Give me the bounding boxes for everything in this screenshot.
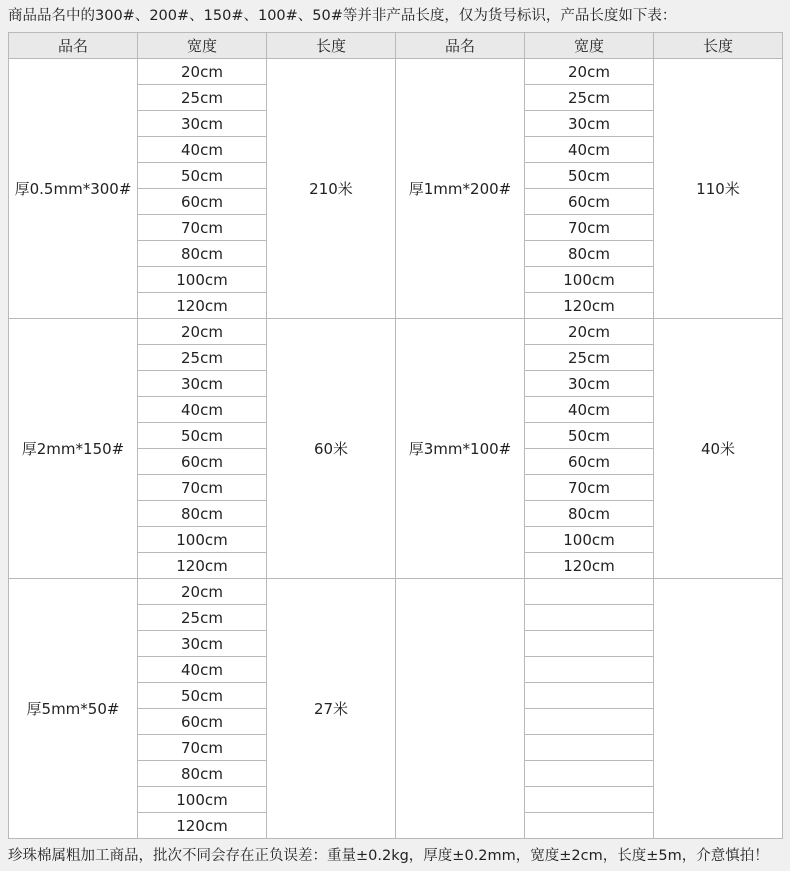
width-cell: 20cm <box>525 59 654 85</box>
length-cell: 60米 <box>267 319 396 579</box>
header-length: 长度 <box>267 33 396 59</box>
width-cell: 25cm <box>525 345 654 371</box>
width-cell: 80cm <box>525 501 654 527</box>
empty-length-cell <box>654 579 783 839</box>
length-cell: 27米 <box>267 579 396 839</box>
table-header-row <box>9 33 783 59</box>
width-cell: 120cm <box>138 553 267 579</box>
width-cell: 20cm <box>138 579 267 605</box>
empty-name-cell <box>396 579 525 839</box>
empty-width-cell <box>525 683 654 709</box>
width-cell: 100cm <box>525 267 654 293</box>
product-length-table <box>8 32 783 839</box>
empty-width-cell <box>525 605 654 631</box>
width-cell: 100cm <box>138 267 267 293</box>
width-cell: 30cm <box>525 371 654 397</box>
width-cell: 60cm <box>525 189 654 215</box>
length-cell: 110米 <box>654 59 783 319</box>
width-cell: 100cm <box>138 527 267 553</box>
width-cell: 60cm <box>138 449 267 475</box>
top-note: 商品品名中的300#、200#、150#、100#、50#等并非产品长度，仅为货号标识，产品长度如下表： <box>8 8 677 24</box>
width-cell: 50cm <box>525 423 654 449</box>
width-cell: 100cm <box>525 527 654 553</box>
length-cell: 40米 <box>654 319 783 579</box>
width-cell: 120cm <box>138 293 267 319</box>
product-name-cell: 厚2mm*150# <box>9 319 138 579</box>
width-cell: 120cm <box>525 293 654 319</box>
width-cell: 20cm <box>525 319 654 345</box>
table-row <box>9 59 783 85</box>
width-cell: 50cm <box>138 683 267 709</box>
empty-width-cell <box>525 657 654 683</box>
width-cell: 80cm <box>138 761 267 787</box>
width-cell: 40cm <box>138 137 267 163</box>
table-body <box>9 59 783 839</box>
width-cell: 30cm <box>525 111 654 137</box>
width-cell: 50cm <box>138 423 267 449</box>
width-cell: 70cm <box>138 215 267 241</box>
product-name-cell: 厚0.5mm*300# <box>9 59 138 319</box>
width-cell: 80cm <box>525 241 654 267</box>
width-cell: 120cm <box>138 813 267 839</box>
length-cell: 210米 <box>267 59 396 319</box>
product-name-cell: 厚5mm*50# <box>9 579 138 839</box>
width-cell: 30cm <box>138 371 267 397</box>
width-cell: 70cm <box>525 215 654 241</box>
empty-width-cell <box>525 631 654 657</box>
bottom-note: 珍珠棉属粗加工商品，批次不同会存在正负误差：重量±0.2kg，厚度±0.2mm，宽度±2cm，长度±5m，介意慎拍！ <box>8 848 769 864</box>
empty-width-cell <box>525 735 654 761</box>
width-cell: 30cm <box>138 111 267 137</box>
table-row <box>9 319 783 345</box>
empty-width-cell <box>525 813 654 839</box>
width-cell: 70cm <box>138 735 267 761</box>
width-cell: 70cm <box>525 475 654 501</box>
width-cell: 40cm <box>525 397 654 423</box>
width-cell: 25cm <box>525 85 654 111</box>
table-row <box>9 579 783 605</box>
empty-width-cell <box>525 787 654 813</box>
header-name: 品名 <box>9 33 138 59</box>
width-cell: 80cm <box>138 241 267 267</box>
header-width: 宽度 <box>138 33 267 59</box>
width-cell: 120cm <box>525 553 654 579</box>
empty-width-cell <box>525 709 654 735</box>
header-width: 宽度 <box>525 33 654 59</box>
width-cell: 60cm <box>138 709 267 735</box>
header-name: 品名 <box>396 33 525 59</box>
width-cell: 100cm <box>138 787 267 813</box>
header-length: 长度 <box>654 33 783 59</box>
width-cell: 40cm <box>525 137 654 163</box>
width-cell: 70cm <box>138 475 267 501</box>
width-cell: 80cm <box>138 501 267 527</box>
width-cell: 40cm <box>138 657 267 683</box>
product-name-cell: 厚1mm*200# <box>396 59 525 319</box>
width-cell: 25cm <box>138 85 267 111</box>
width-cell: 50cm <box>525 163 654 189</box>
width-cell: 25cm <box>138 605 267 631</box>
width-cell: 20cm <box>138 319 267 345</box>
width-cell: 60cm <box>525 449 654 475</box>
width-cell: 25cm <box>138 345 267 371</box>
width-cell: 20cm <box>138 59 267 85</box>
empty-width-cell <box>525 579 654 605</box>
empty-width-cell <box>525 761 654 787</box>
width-cell: 40cm <box>138 397 267 423</box>
width-cell: 60cm <box>138 189 267 215</box>
width-cell: 30cm <box>138 631 267 657</box>
width-cell: 50cm <box>138 163 267 189</box>
product-name-cell: 厚3mm*100# <box>396 319 525 579</box>
